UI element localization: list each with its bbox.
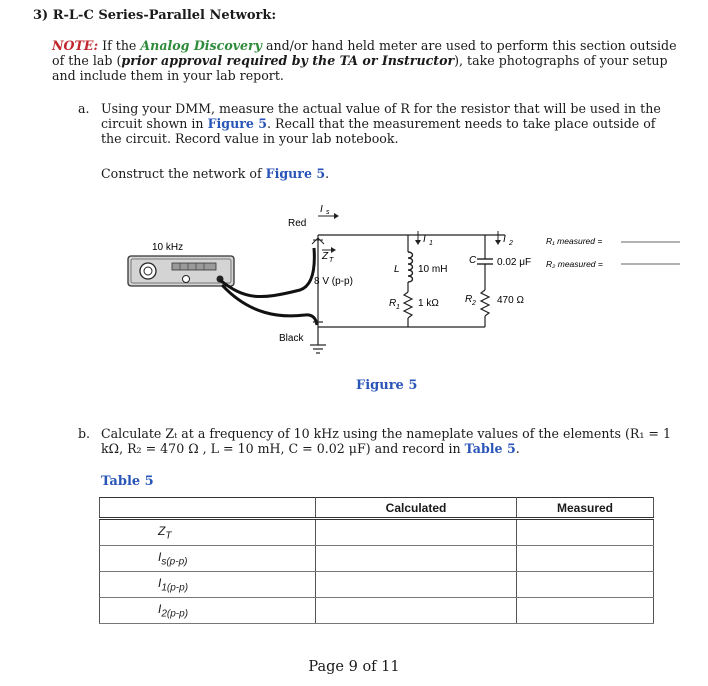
table-row [100,519,654,546]
row-label-i1-name: I [158,575,162,590]
figure-5-caption [356,378,417,393]
row-label-i1 [100,572,316,598]
row-label-i2-sub: 2(p-p) [161,608,189,620]
capacitor-value: 0.02 μF [497,257,532,268]
item-b-text [101,426,671,456]
construct-text [101,166,329,181]
figure-5-ref-2[interactable]: Figure 5 [265,166,326,181]
item-a-text [101,101,671,146]
table-5-title [101,474,154,489]
note-text-2: and/or hand held meter are used to perform this section outside of the lab ( [52,38,677,68]
inductor-value: 10 mH [418,264,448,275]
table-row [100,572,654,598]
zt-sub: T [329,257,334,264]
measured-cell[interactable] [517,546,654,572]
r1-sub: 1 [396,304,400,311]
r1-symbol: R [389,298,397,309]
zt-label: Z [322,251,329,262]
row-label-is-name: I [158,549,162,564]
item-a-text-1: Using your DMM, measure the actual value of R for the resistor that will be used in the circuit shown in [101,101,661,131]
figure-5-caption-text: Figure 5 [356,378,418,393]
row-label-i2 [100,598,316,624]
calculated-cell[interactable] [316,572,517,598]
item-b-end: . [515,441,520,456]
section-heading: 3) R-L-C Series-Parallel Network: [33,8,277,23]
construct-text-2: . [325,166,330,181]
item-a-text-2: . Recall that the measurement needs to take place outside of the circuit. Record value in your lab notebook. [101,116,656,146]
inductor-symbol: L [394,264,400,275]
note-text-3: ), take photographs of your setup and include them in your lab report. [52,53,668,83]
approval-text: prior approval required by the TA or Instructor [121,53,455,68]
function-generator [128,256,234,286]
i1-sub: 1 [429,240,433,247]
red-lead-label: Red [288,218,307,229]
r2-sub: 2 [472,300,476,307]
r1-value: 1 kΩ [418,298,439,309]
table-row [100,598,654,624]
row-label-zt-sub: T [165,530,172,542]
row-label-i1-sub: 1(p-p) [161,582,189,594]
i2-sub: 2 [509,240,513,247]
calculated-cell[interactable] [316,519,517,546]
measured-cell[interactable] [517,519,654,546]
construct-text-1: Construct the network of [101,166,266,181]
note-label: NOTE: [52,38,99,53]
r2-measured-label: R₂ measured = [546,259,603,269]
analog-discovery-text: Analog Discovery [140,38,262,53]
item-b-text-1: Calculate Zₜ at a frequency of 10 kHz using the nameplate values of the elements (R₁ = 1 kΩ, R₂ = 470 Ω , L = 10 mH, C = 0.02 μF) and record in [101,426,671,456]
note-text-1: If the [98,38,141,53]
table-5-ref[interactable]: Table 5 [464,441,516,456]
row-label-zt-name: Z [158,523,166,538]
measured-cell[interactable] [517,572,654,598]
table-header-row [100,498,654,519]
black-lead-label: Black [279,333,304,344]
measured-cell[interactable] [517,598,654,624]
item-b-marker: b. [78,426,91,441]
note-paragraph [52,38,677,83]
header-measured: Measured [517,498,654,519]
capacitor-symbol: C [469,255,477,266]
r2-symbol: R [465,294,473,305]
table-5-title-text: Table 5 [101,474,154,489]
is-label: I [320,204,323,215]
calculated-cell[interactable] [316,598,517,624]
i1-label: I [423,234,426,245]
source-voltage: 8 V (p-p) [314,276,353,287]
calculated-cell[interactable] [316,546,517,572]
table-5 [99,497,654,624]
row-label-is-sub: s(p-p) [161,556,188,568]
header-calculated: Calculated [316,498,517,519]
i2-label: I [503,234,506,245]
circuit-diagram [0,195,708,375]
figure-5-ref[interactable]: Figure 5 [207,116,268,131]
is-sub: s [326,209,330,216]
header-cell-empty [100,498,316,519]
r1-measured-label: R₁ measured = [546,236,603,246]
row-label-is [100,546,316,572]
page-footer: Page 9 of 11 [308,659,400,675]
row-label-i2-name: I [158,601,162,616]
r2-value: 470 Ω [497,295,524,306]
source-frequency: 10 kHz [152,242,184,253]
table-row [100,546,654,572]
item-a-marker: a. [78,101,90,116]
row-label-zt [100,519,316,546]
